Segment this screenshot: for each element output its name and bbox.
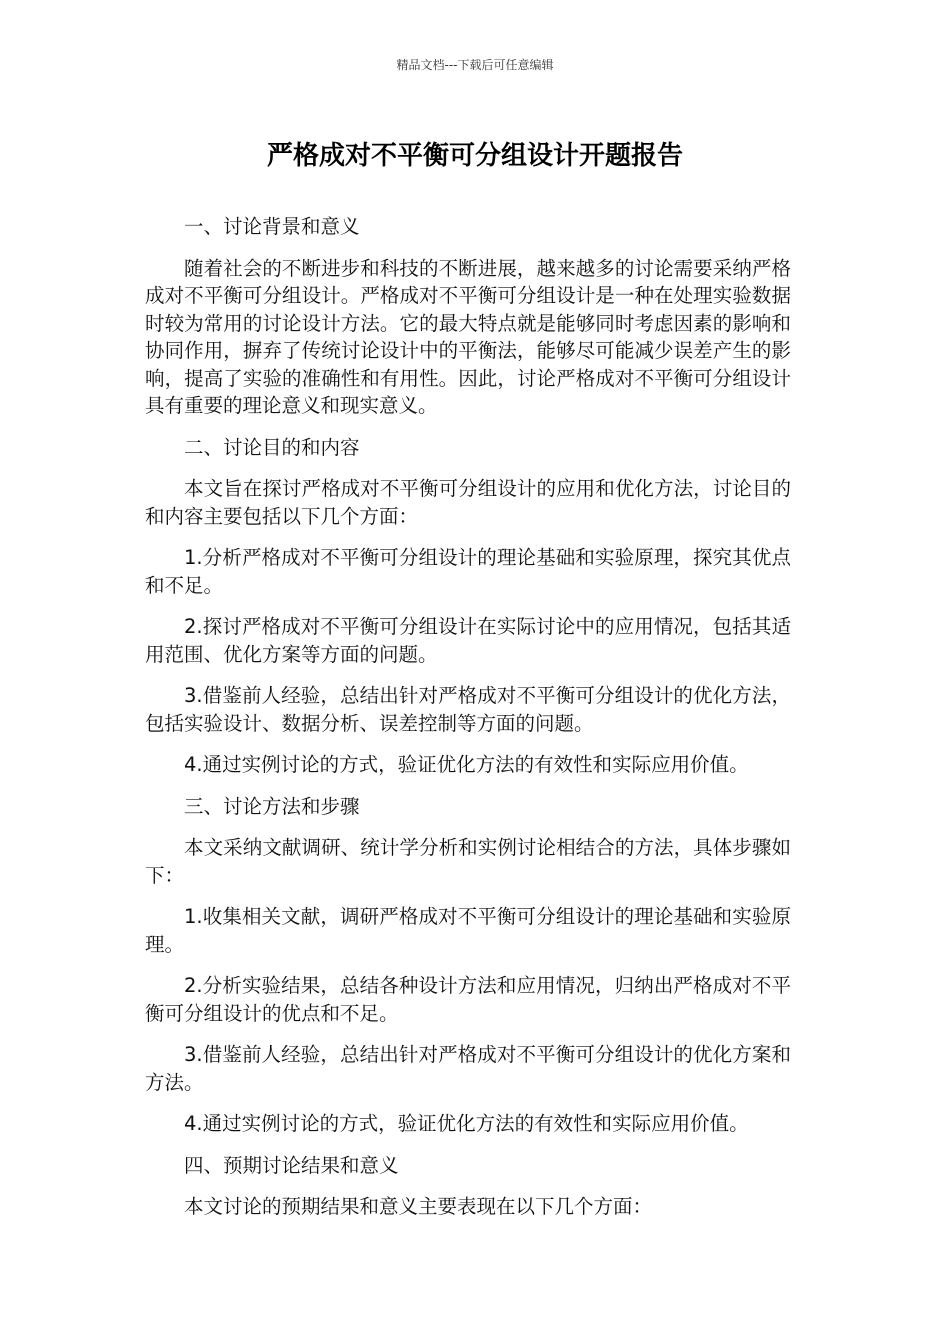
list-item-purpose-1: 1.分析严格成对不平衡可分组设计的理论基础和实验原理，探究其优点和不足。 [145,546,791,597]
list-item-methods-2: 2.分析实验结果，总结各种设计方法和应用情况，归纳出严格成对不平衡可分组设计的优点和不足。 [145,974,791,1025]
document-title: 严格成对不平衡可分组设计开题报告 [266,141,683,171]
list-item-methods-3: 3.借鉴前人经验，总结出针对严格成对不平衡可分组设计的优化方案和方法。 [145,1043,791,1094]
paragraph-methods-intro: 本文采纳文献调研、统计学分析和实例讨论相结合的方法，具体步骤如下： [145,836,791,887]
page-header: 精品文档---下载后可任意编辑 [396,58,554,72]
section-heading-background: 一、讨论背景和意义 [184,215,360,238]
paragraph-expected-results-intro: 本文讨论的预期结果和意义主要表现在以下几个方面： [184,1195,653,1218]
list-item-methods-1: 1.收集相关文献，调研严格成对不平衡可分组设计的理论基础和实验原理。 [145,905,791,956]
section-heading-expected-results: 四、预期讨论结果和意义 [184,1153,399,1177]
section-heading-purpose: 二、讨论目的和内容 [184,435,360,459]
list-item-purpose-4: 4.通过实例讨论的方式，验证优化方法的有效性和实际应用价值。 [184,753,749,776]
list-item-purpose-3: 3.借鉴前人经验，总结出针对严格成对不平衡可分组设计的优化方法，包括实验设计、数据分析、误差控制等方面的问题。 [145,684,791,735]
document-body [145,213,791,1235]
list-item-purpose-2: 2.探讨严格成对不平衡可分组设计在实际讨论中的应用情况，包括其适用范围、优化方案等方面的问题。 [145,615,791,666]
list-item-methods-4: 4.通过实例讨论的方式，验证优化方法的有效性和实际应用价值。 [184,1112,749,1135]
paragraph-background: 随着社会的不断进步和科技的不断进展，越来越多的讨论需要采纳严格成对不平衡可分组设计。严格成对不平衡可分组设计是一种在处理实验数据时较为常用的讨论设计方法。它的最大特点就是能够同时考虑因素的影响和协同作用，摒弃了传统讨论设计中的平衡法，能够尽可能减少误差产生的影响，提高了实验的准确性和有用性。因此，讨论严格成对不平衡可分组设计具有重要的理论意义和现实意义。 [145,256,791,417]
section-heading-methods: 三、讨论方法和步骤 [184,794,360,818]
paragraph-purpose-intro: 本文旨在探讨严格成对不平衡可分组设计的应用和优化方法，讨论目的和内容主要包括以下几个方面： [145,477,791,528]
